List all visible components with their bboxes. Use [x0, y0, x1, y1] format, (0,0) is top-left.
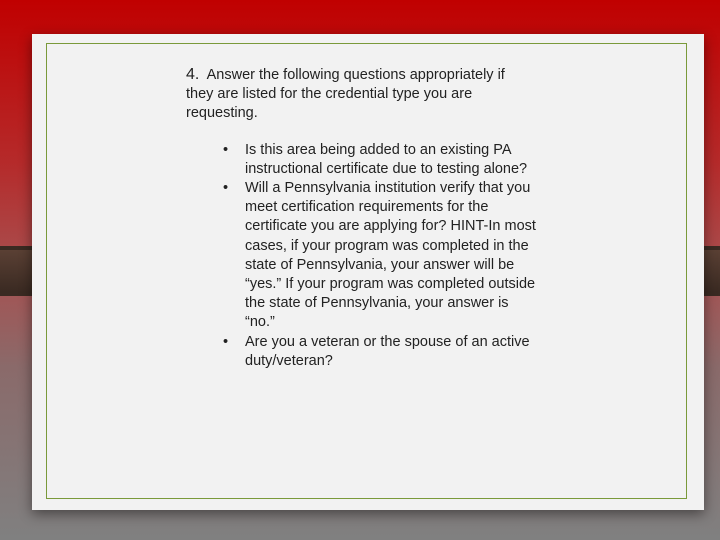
bullet-list	[186, 141, 536, 371]
list-item: • Are you a veteran or the spouse of an active duty/veteran?	[223, 333, 536, 371]
slide-card	[32, 34, 704, 510]
list-item: • Will a Pennsylvania institution verify that you meet certification requirements for the certificate you are applying for? HINT-In most cases, if your program was completed in the state of Pennsylvania, your answer will be “yes.” If your program was completed outside the state of Pennsylvania, your answer is “no.”	[223, 179, 536, 333]
question-paragraph	[186, 65, 536, 124]
list-item: • Is this area being added to an existing PA instructional certificate due to testing alone?	[223, 141, 536, 179]
question-number: 4.	[186, 66, 200, 83]
slide-content	[186, 65, 536, 371]
question-text: Answer the following questions appropriately if they are listed for the credential type you are requesting.	[186, 67, 505, 122]
